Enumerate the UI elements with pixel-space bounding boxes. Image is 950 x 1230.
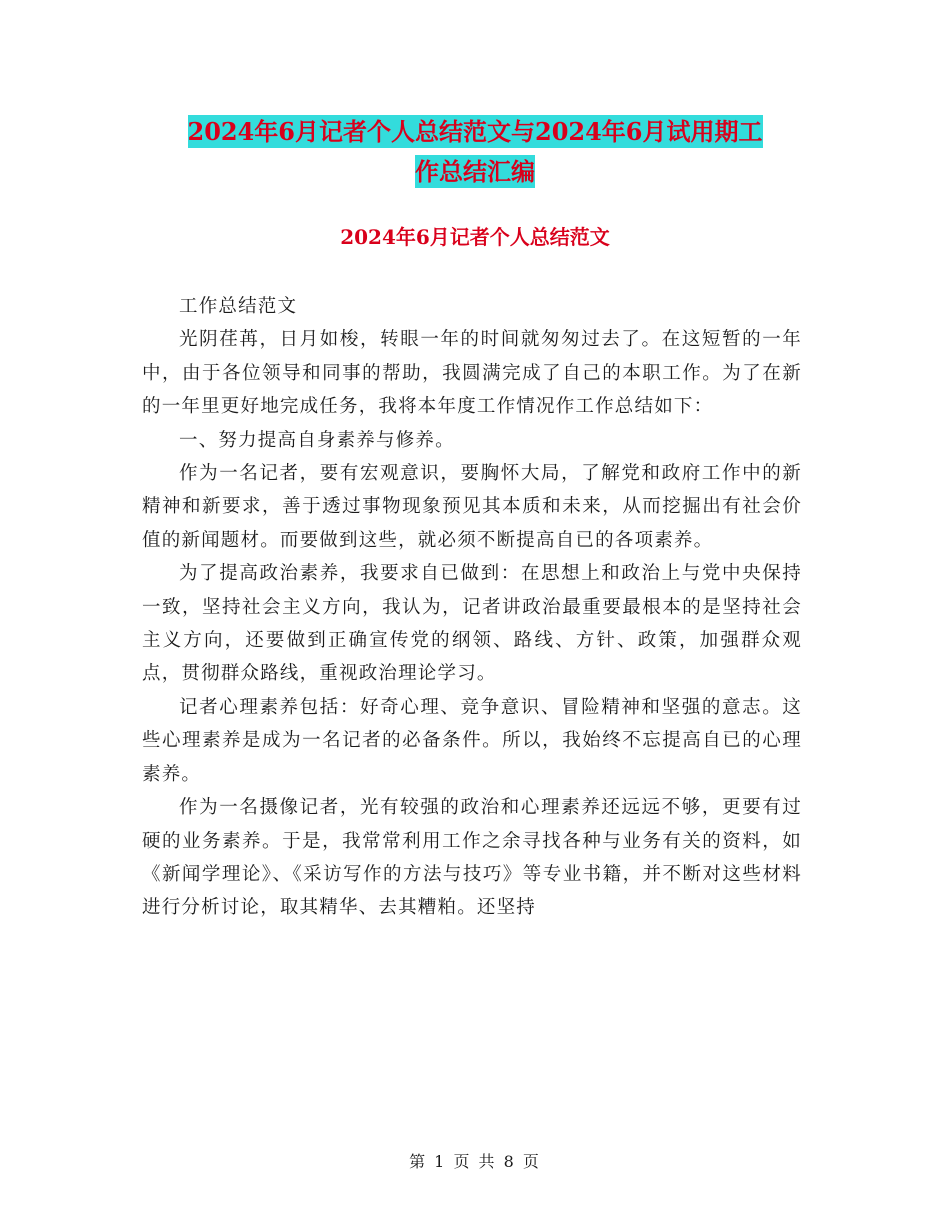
body-text (142, 290, 802, 925)
paragraph: 作为一名记者，要有宏观意识，要胸怀大局，了解党和政府工作中的新精神和新要求，善于透过事物现象预见其本质和未来，从而挖掘出有社会价值的新闻题材。而要做到这些，就必须不断提高自已的各项素养。 (142, 463, 802, 551)
page-footer: 第 1 页 共 8 页 (409, 1152, 541, 1171)
document-title (140, 112, 810, 192)
paragraph: 一、努力提高自身素养与修养。 (179, 429, 455, 451)
section-title: 2024年6月记者个人总结范文 (340, 225, 610, 249)
title-line-2: 作总结汇编 (415, 157, 535, 186)
paragraph: 工作总结范文 (179, 296, 298, 317)
paragraph: 光阴荏苒，日月如梭，转眼一年的时间就匆匆过去了。在这短暂的一年中，由于各位领导和同事的帮助，我圆满完成了自己的本职工作。为了在新的一年里更好地完成任务，我将本年度工作情况作工作总结如下： (142, 329, 802, 418)
title-line-1: 2024年6月记者个人总结范文与2024年6月试用期工 (187, 117, 763, 146)
paragraph: 作为一名摄像记者，光有较强的政治和心理素养还远远不够，更要有过硬的业务素养。于是，我常常利用工作之余寻找各种与业务有关的资料，如《新闻学理论》、《采访写作的方法与技巧》等专业书籍，并不断对这些材料进行分析讨论，取其精华、去其糟粕。还坚持 (142, 797, 802, 919)
paragraph: 为了提高政治素养，我要求自已做到：在思想上和政治上与党中央保持一致，坚持社会主义方向，我认为，记者讲政治最重要最根本的是坚持社会主义方向，还要做到正确宣传党的纲领、路线、方针、政策，加强群众观点，贯彻群众路线，重视政治理论学习。 (142, 563, 802, 685)
paragraph: 记者心理素养包括：好奇心理、竞争意识、冒险精神和坚强的意志。这些心理素养是成为一名记者的必备条件。所以，我始终不忘提高自已的心理素养。 (142, 696, 802, 785)
